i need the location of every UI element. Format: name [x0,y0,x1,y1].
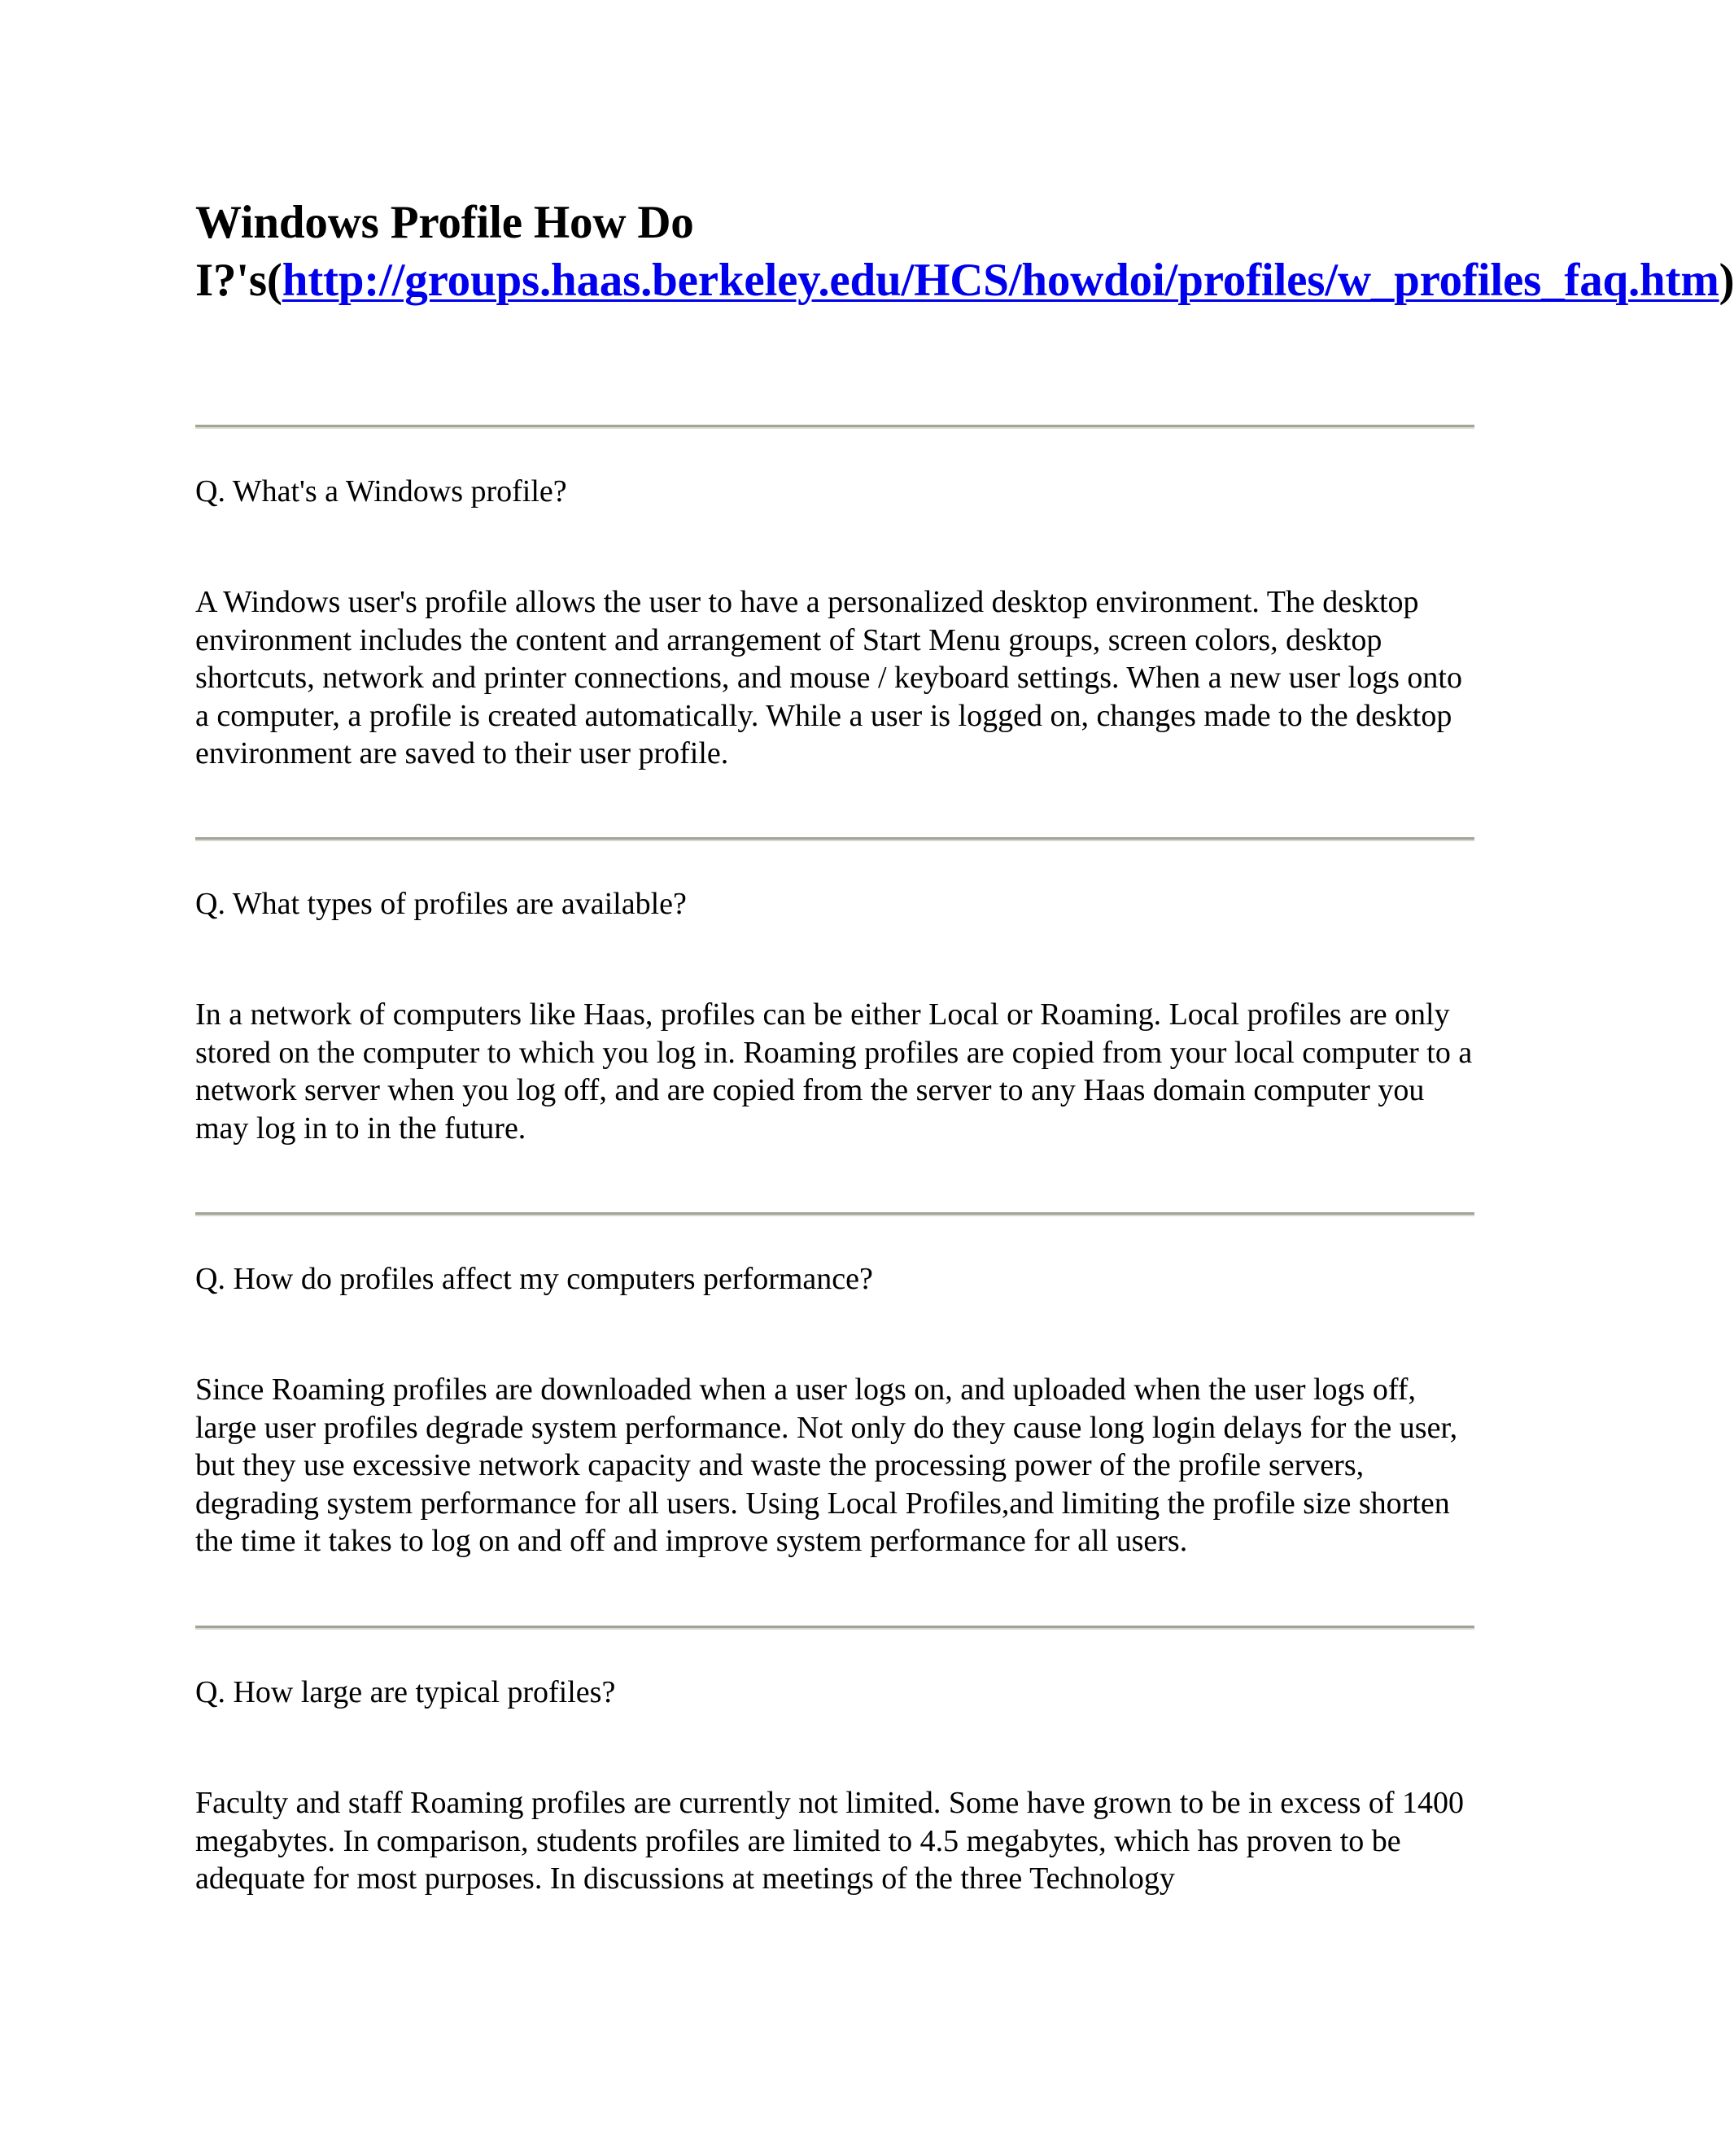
horizontal-rule [195,425,1474,429]
faq-answer: In a network of computers like Haas, profiles can be either Local or Roaming. Local profiles are only stored on the computer to which you log in. Roaming profiles are copied from your local computer to a network server when you log off, and are copied from the server to any Haas domain computer you may log in to in the future. [195,997,1473,1146]
faq-answer: Faculty and staff Roaming profiles are currently not limited. Some have grown to be in excess of 1400 megabytes. In comparison, students profiles are limited to 4.5 megabytes, which has proven to be adequate for most purposes. In discussions at meetings of the three Technology [195,1786,1465,1896]
horizontal-rule [195,837,1474,841]
title-text: Windows Profile How Do I?'s( [195,197,694,306]
faq-question: Q. How do profiles affect my computers performance? [195,1262,873,1296]
horizontal-rule [195,1212,1474,1216]
faq-answer: Since Roaming profiles are downloaded when a user logs on, and uploaded when the user logs off, large user profiles degrade system performance. Not only do they cause long login delays for the user, but they use excessive network capacity and waste the processing power of the profile servers, degrading system performance for all users. Using Local Profiles,and limiting the profile size shorten the time it takes to log on and off and improve system performance for all users. [195,1373,1458,1558]
horizontal-rule [195,1626,1474,1630]
faq-question: Q. What types of profiles are available? [195,887,687,921]
faq-question: Q. What's a Windows profile? [195,474,567,508]
faq-question: Q. How large are typical profiles? [195,1675,616,1709]
page-title [195,194,1734,309]
faq-answer: A Windows user's profile allows the user to have a personalized desktop environment. The desktop environment includes the content and arrangement of Start Menu groups, screen colors, desktop shortcuts, network and printer connections, and mouse / keyboard settings. When a new user logs onto a computer, a profile is created automatically. While a user is logged on, changes made to the desktop environment are saved to their user profile. [195,585,1462,770]
title-closing-paren: ) [1719,255,1734,306]
source-url-link[interactable]: http://groups.haas.berkeley.edu/HCS/howdoi/profiles/w_profiles_faq.htm [282,255,1719,306]
